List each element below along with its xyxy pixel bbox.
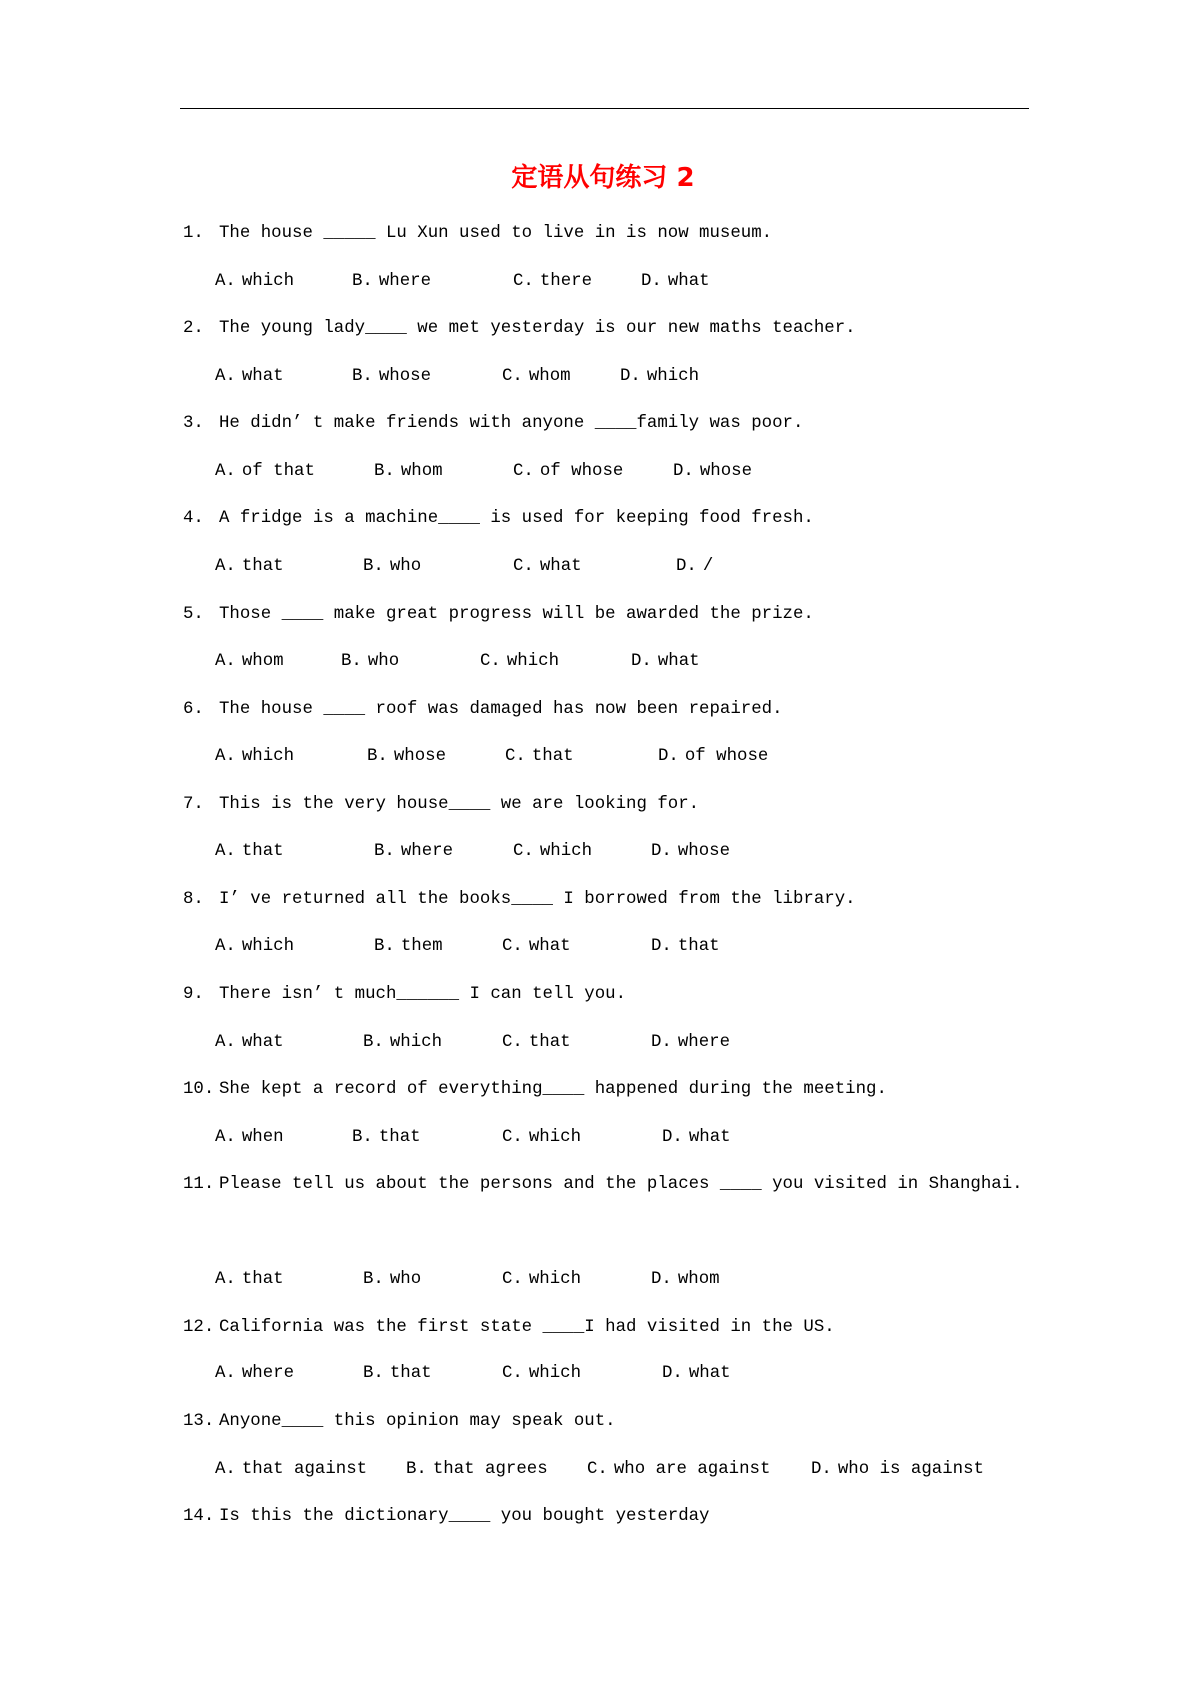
option-label: C. <box>513 842 534 861</box>
question-number: 14. <box>183 1507 215 1526</box>
option-text: which <box>506 652 560 671</box>
question-number: 10. <box>183 1080 215 1099</box>
option-text: who <box>367 652 400 671</box>
option-b <box>374 841 453 863</box>
option-c <box>502 1363 581 1385</box>
option-a <box>215 1127 284 1149</box>
option-text: what <box>667 272 710 291</box>
option-d <box>662 1127 731 1149</box>
option-text: that <box>241 1270 284 1289</box>
option-b <box>352 1127 421 1149</box>
option-d <box>676 556 713 578</box>
option-text: whom <box>677 1270 720 1289</box>
option-text: who is against <box>837 1460 984 1479</box>
option-label: D. <box>631 652 652 671</box>
option-a <box>215 746 294 768</box>
option-a <box>215 1032 284 1054</box>
option-c <box>513 271 592 293</box>
option-b <box>341 651 399 673</box>
option-text: that <box>241 842 284 861</box>
question-text: Anyone____ this opinion may speak out. <box>219 1412 616 1431</box>
option-a <box>215 556 284 578</box>
question-number: 7. <box>183 795 204 814</box>
option-label: B. <box>363 1033 384 1052</box>
option-label: C. <box>502 937 523 956</box>
option-text: of whose <box>539 462 624 481</box>
question-text: She kept a record of everything____ happened during the meeting. <box>219 1080 887 1099</box>
option-text: which <box>528 1128 582 1147</box>
option-text: which <box>539 842 593 861</box>
question-text: This is the very house____ we are looking for. <box>219 795 700 814</box>
option-text: that agrees <box>432 1460 548 1479</box>
option-text: where <box>400 842 454 861</box>
option-a <box>215 651 284 673</box>
option-text: what <box>241 367 284 386</box>
option-c <box>502 366 571 388</box>
option-text: which <box>241 937 295 956</box>
option-a <box>215 1363 294 1385</box>
option-label: B. <box>363 557 384 576</box>
option-text: / <box>702 557 714 576</box>
option-d <box>651 1032 730 1054</box>
option-d <box>651 936 720 958</box>
option-d <box>811 1459 984 1481</box>
option-text: them <box>400 937 443 956</box>
question-number: 2. <box>183 319 204 338</box>
option-label: C. <box>513 272 534 291</box>
option-text: whose <box>699 462 753 481</box>
option-label: B. <box>374 462 395 481</box>
option-text: which <box>241 272 295 291</box>
option-text: what <box>241 1033 284 1052</box>
question-text: Please tell us about the persons and the places ____ you visited in Shanghai. <box>219 1175 1023 1194</box>
option-label: D. <box>651 937 672 956</box>
option-text: what <box>657 652 700 671</box>
question-text: Is this the dictionary____ you bought yesterday <box>219 1507 710 1526</box>
option-c <box>513 556 582 578</box>
option-label: A. <box>215 367 236 386</box>
option-text: whom <box>400 462 443 481</box>
question-number: 9. <box>183 985 204 1004</box>
option-text: whose <box>393 747 447 766</box>
option-d <box>651 1269 720 1291</box>
question-text: There isn’ t much______ I can tell you. <box>219 985 627 1004</box>
question-text: A fridge is a machine____ is used for keeping food fresh. <box>219 509 814 528</box>
option-text: that against <box>241 1460 368 1479</box>
option-text: which <box>241 747 295 766</box>
option-b <box>374 461 443 483</box>
option-label: A. <box>215 747 236 766</box>
option-label: C. <box>502 1128 523 1147</box>
option-label: B. <box>374 842 395 861</box>
option-c <box>480 651 559 673</box>
question-number: 12. <box>183 1318 215 1337</box>
option-b <box>363 556 421 578</box>
question-text: I’ ve returned all the books____ I borrowed from the library. <box>219 890 856 909</box>
question-number: 6. <box>183 700 204 719</box>
question-text: The young lady____ we met yesterday is our new maths teacher. <box>219 319 856 338</box>
option-text: whose <box>677 842 731 861</box>
question-number: 5. <box>183 605 204 624</box>
option-d <box>662 1363 731 1385</box>
option-c <box>587 1459 770 1481</box>
option-d <box>651 841 730 863</box>
option-label: A. <box>215 557 236 576</box>
option-c <box>505 746 574 768</box>
option-label: D. <box>658 747 679 766</box>
option-label: B. <box>363 1270 384 1289</box>
question-text: The house _____ Lu Xun used to live in is now museum. <box>219 224 773 243</box>
option-label: A. <box>215 1460 236 1479</box>
option-b <box>352 366 431 388</box>
question-text: California was the first state ____I had visited in the US. <box>219 1318 835 1337</box>
question-number: 13. <box>183 1412 215 1431</box>
option-c <box>502 1269 581 1291</box>
option-label: A. <box>215 1128 236 1147</box>
option-a <box>215 461 315 483</box>
option-text: of whose <box>684 747 769 766</box>
option-text: who <box>389 1270 422 1289</box>
option-a <box>215 271 294 293</box>
option-text: which <box>646 367 700 386</box>
option-label: B. <box>367 747 388 766</box>
option-label: C. <box>502 367 523 386</box>
question-number: 3. <box>183 414 204 433</box>
option-text: what <box>539 557 582 576</box>
option-text: who <box>389 557 422 576</box>
option-c <box>502 1032 571 1054</box>
option-a <box>215 841 284 863</box>
page-title: 定语从句练习 2 <box>511 163 695 193</box>
option-label: D. <box>620 367 641 386</box>
option-label: D. <box>811 1460 832 1479</box>
option-label: B. <box>352 272 373 291</box>
option-text: what <box>528 937 571 956</box>
option-label: D. <box>651 1270 672 1289</box>
option-label: A. <box>215 652 236 671</box>
question-number: 11. <box>183 1175 215 1194</box>
question-text: The house ____ roof was damaged has now been repaired. <box>219 700 783 719</box>
option-text: who are against <box>613 1460 771 1479</box>
option-text: that <box>378 1128 421 1147</box>
option-a <box>215 366 284 388</box>
question-number: 8. <box>183 890 204 909</box>
option-a <box>215 1459 367 1481</box>
option-label: C. <box>505 747 526 766</box>
header-rule <box>180 108 1029 109</box>
option-label: A. <box>215 842 236 861</box>
option-c <box>502 936 571 958</box>
option-a <box>215 1269 284 1291</box>
option-text: what <box>688 1128 731 1147</box>
option-b <box>363 1269 421 1291</box>
option-label: B. <box>341 652 362 671</box>
option-text: what <box>688 1364 731 1383</box>
question-text: Those ____ make great progress will be awarded the prize. <box>219 605 814 624</box>
option-label: A. <box>215 1270 236 1289</box>
option-d <box>641 271 710 293</box>
option-label: A. <box>215 937 236 956</box>
option-d <box>673 461 752 483</box>
option-text: of that <box>241 462 315 481</box>
option-label: A. <box>215 1364 236 1383</box>
option-label: C. <box>480 652 501 671</box>
option-label: C. <box>587 1460 608 1479</box>
option-text: that <box>677 937 720 956</box>
option-label: D. <box>651 1033 672 1052</box>
option-text: whom <box>528 367 571 386</box>
question-number: 1. <box>183 224 204 243</box>
option-a <box>215 936 294 958</box>
option-b <box>352 271 431 293</box>
option-text: that <box>389 1364 432 1383</box>
option-label: B. <box>352 367 373 386</box>
option-text: where <box>378 272 432 291</box>
option-text: there <box>539 272 593 291</box>
option-label: D. <box>662 1128 683 1147</box>
option-label: C. <box>502 1270 523 1289</box>
option-label: B. <box>374 937 395 956</box>
option-text: which <box>528 1364 582 1383</box>
question-text: He didn’ t make friends with anyone ____family was poor. <box>219 414 804 433</box>
option-label: B. <box>352 1128 373 1147</box>
option-b <box>363 1363 432 1385</box>
option-label: B. <box>406 1460 427 1479</box>
option-label: C. <box>513 462 534 481</box>
option-text: whom <box>241 652 284 671</box>
option-b <box>367 746 446 768</box>
option-c <box>513 841 592 863</box>
option-label: C. <box>502 1033 523 1052</box>
option-d <box>631 651 700 673</box>
option-d <box>620 366 699 388</box>
option-text: which <box>528 1270 582 1289</box>
option-label: D. <box>651 842 672 861</box>
question-number: 4. <box>183 509 204 528</box>
option-text: that <box>241 557 284 576</box>
option-text: that <box>531 747 574 766</box>
option-label: C. <box>513 557 534 576</box>
option-text: where <box>677 1033 731 1052</box>
option-c <box>513 461 623 483</box>
option-label: A. <box>215 462 236 481</box>
option-c <box>502 1127 581 1149</box>
option-label: D. <box>676 557 697 576</box>
option-text: which <box>389 1033 443 1052</box>
option-b <box>374 936 443 958</box>
option-text: that <box>528 1033 571 1052</box>
option-label: C. <box>502 1364 523 1383</box>
option-text: when <box>241 1128 284 1147</box>
option-label: D. <box>673 462 694 481</box>
option-d <box>658 746 768 768</box>
option-label: B. <box>363 1364 384 1383</box>
option-b <box>363 1032 442 1054</box>
option-text: where <box>241 1364 295 1383</box>
option-label: D. <box>662 1364 683 1383</box>
option-label: A. <box>215 272 236 291</box>
option-b <box>406 1459 548 1481</box>
option-label: D. <box>641 272 662 291</box>
option-label: A. <box>215 1033 236 1052</box>
option-text: whose <box>378 367 432 386</box>
